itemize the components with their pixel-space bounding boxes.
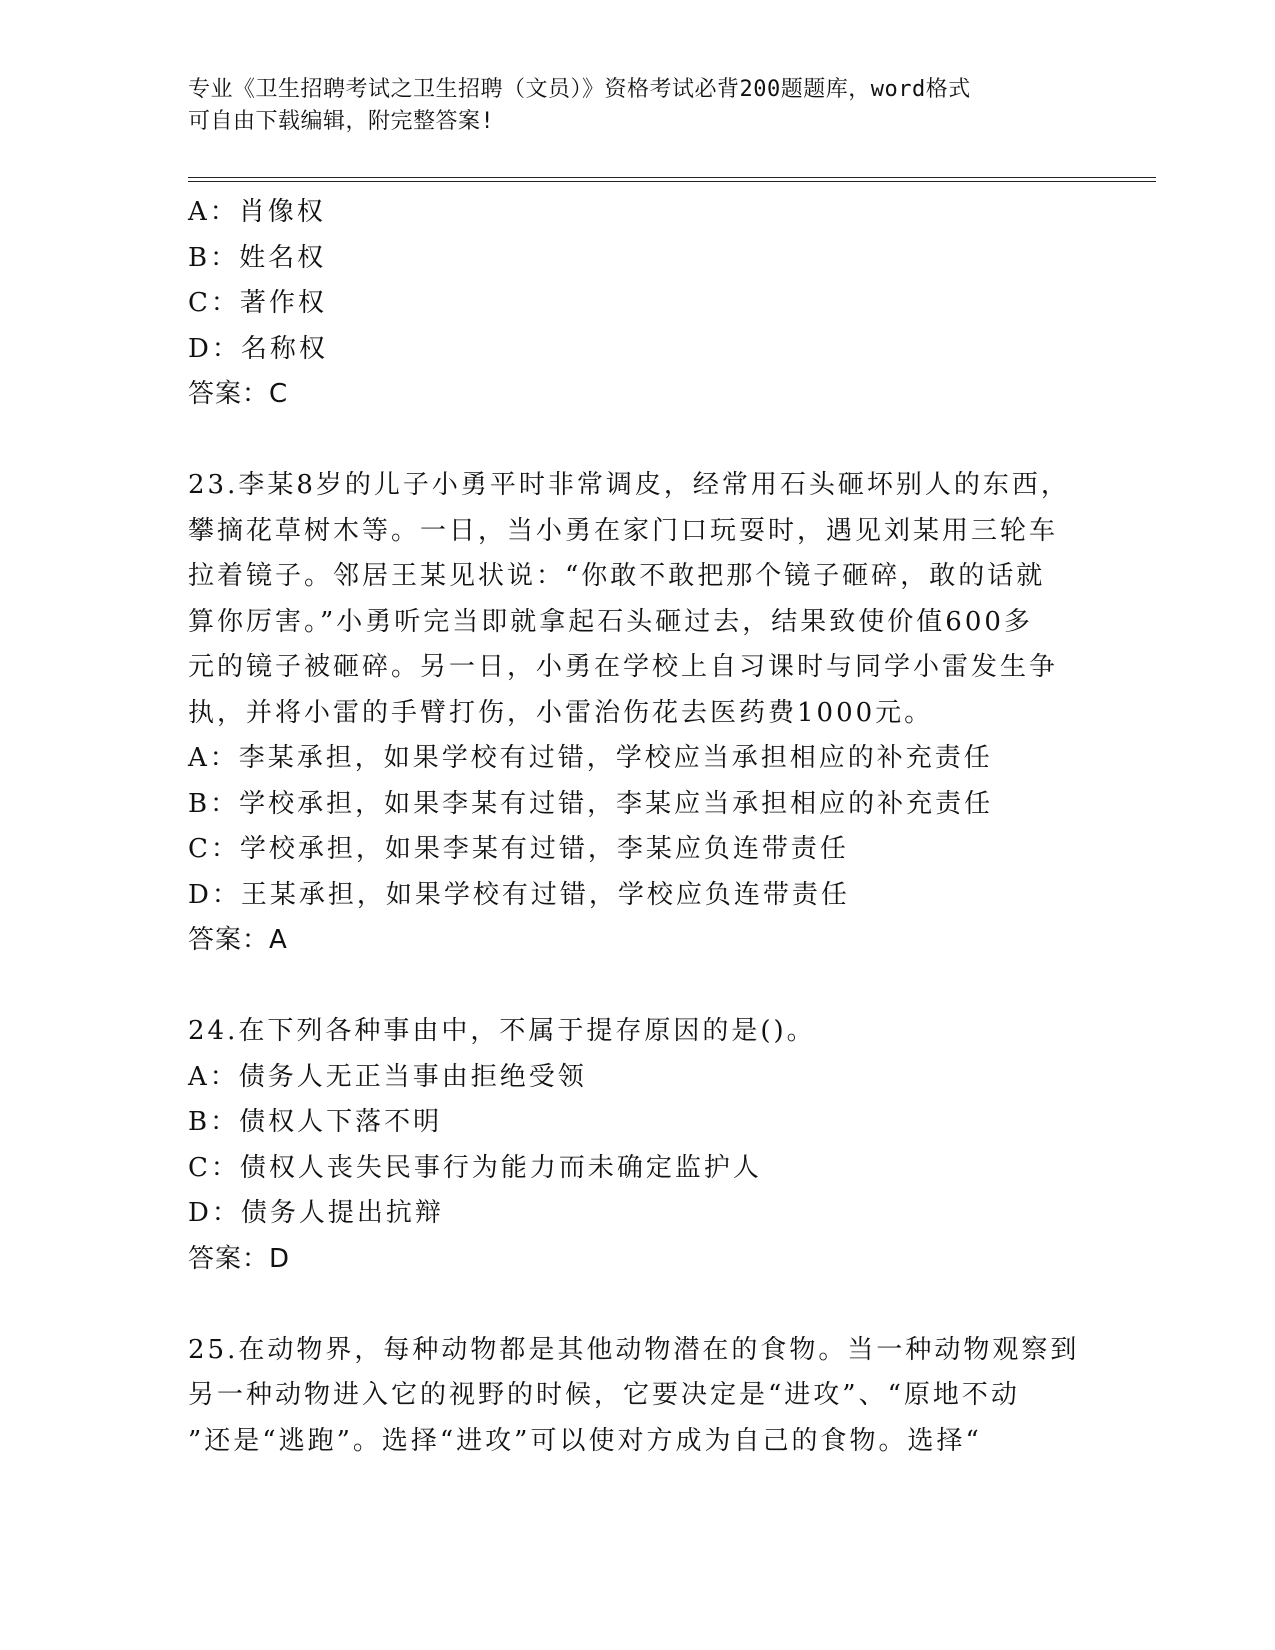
question-24	[188, 1009, 1088, 1282]
question-text-line: 拉着镜子。邻居王某见状说：“你敢不敢把那个镜子砸碎，敢的话就	[188, 561, 1046, 591]
question-text-line: 元的镜子被砸碎。另一日，小勇在学校上自习课时与同学小雷发生争	[188, 652, 1059, 682]
answer-line: 答案：D	[188, 1243, 291, 1274]
question-text-line: 另一种动物进入它的视野的时候，它要决定是“进攻”、“原地不动	[188, 1380, 1020, 1410]
header-divider-bottom	[188, 181, 1156, 182]
answer-line: 答案：C	[188, 379, 289, 409]
option-c: C：著作权	[188, 288, 327, 318]
option-b: B：姓名权	[188, 242, 327, 273]
header-title-line-1: 专业《卫生招聘考试之卫生招聘（文员）》资格考试必背200题题库，word格式	[188, 77, 971, 102]
option-b: B：学校承担，如果李某有过错，李某应当承担相应的补充责任	[188, 788, 994, 819]
option-d: D：王某承担，如果学校有过错，学校应负连带责任	[188, 879, 850, 910]
question-text-line: 25.在动物界，每种动物都是其他动物潜在的食物。当一种动物观察到	[188, 1334, 1080, 1365]
question-text-line: 24.在下列各种事由中，不属于提存原因的是()。	[188, 1016, 816, 1046]
question-text-line: 攀摘花草树木等。一日，当小勇在家门口玩耍时，遇见刘某用三轮车	[188, 515, 1059, 546]
question-spacer	[188, 1282, 1088, 1328]
document-header	[188, 74, 1088, 138]
option-d: D：债务人提出抗辩	[188, 1198, 444, 1228]
question-25	[188, 1328, 1088, 1465]
question-text-line: 执，并将小雷的手臂打伤，小雷治伤花去医药费1000元。	[188, 697, 934, 728]
answer-line: 答案：A	[188, 925, 288, 955]
question-content	[188, 190, 1088, 1464]
option-c: C：债权人丧失民事行为能力而未确定监护人	[188, 1152, 762, 1183]
question-text-line: 算你厉害。”小勇听完当即就拿起石头砸过去，结果致使价值600多	[188, 606, 1033, 637]
option-c: C：学校承担，如果李某有过错，李某应负连带责任	[188, 834, 849, 864]
option-a: A：李某承担，如果学校有过错，学校应当承担相应的补充责任	[188, 743, 993, 773]
question-text-line: ”还是“逃跑”。选择“进攻”可以使对方成为自己的食物。选择“	[188, 1425, 982, 1456]
header-divider-top	[188, 177, 1156, 178]
question-22	[188, 190, 1088, 418]
question-spacer	[188, 418, 1088, 464]
option-a: A：债务人无正当事由拒绝受领	[188, 1061, 587, 1092]
option-b: B：债权人下落不明	[188, 1107, 443, 1137]
question-spacer	[188, 964, 1088, 1010]
option-a: A：肖像权	[188, 197, 326, 227]
question-23	[188, 463, 1088, 964]
question-text-line: 23.李某8岁的儿子小勇平时非常调皮，经常用石头砸坏别人的东西，	[188, 470, 1070, 500]
header-title-line-2: 可自由下载编辑，附完整答案!	[188, 109, 495, 134]
option-d: D：名称权	[188, 333, 328, 364]
